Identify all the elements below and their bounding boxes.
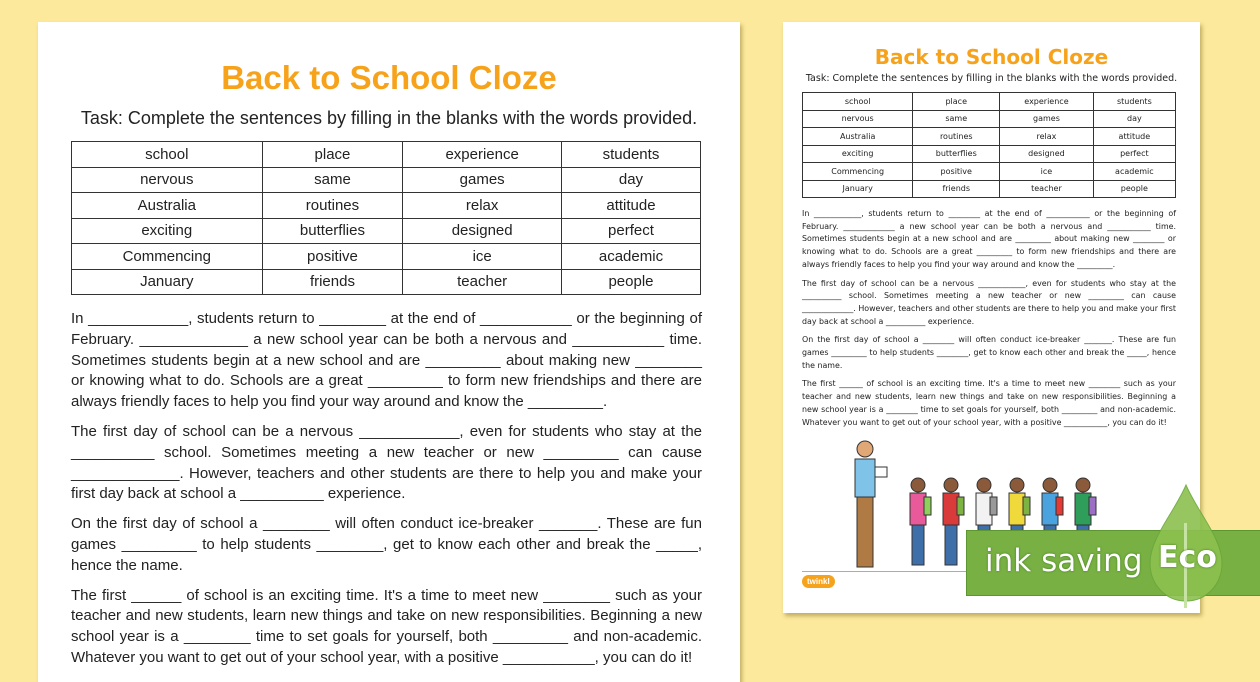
word-cell: Australia <box>803 128 913 146</box>
student-figure <box>910 478 931 565</box>
cloze-text <box>71 309 702 669</box>
table-row <box>803 163 1176 181</box>
word-cell: people <box>561 269 700 295</box>
word-cell: students <box>561 142 700 168</box>
word-cell: students <box>1093 93 1175 111</box>
word-cell: school <box>72 142 263 168</box>
word-cell: Australia <box>72 193 263 219</box>
word-cell: nervous <box>803 110 913 128</box>
table-row <box>72 167 701 193</box>
paragraph: The first ______ of school is an exciting time. It's a time to meet new ________ such as your teacher and new students, learn new things and take on new responsibilities. Beginning a new school year is a ________ time to set goals for yourself, both _________ and non-academic. Whatever you want to get out of your school year, with a positive ___________, you can do it! <box>802 379 1176 427</box>
table-row <box>803 128 1176 146</box>
word-cell: experience <box>1000 93 1094 111</box>
worksheet-title: Back to School Cloze <box>874 45 1109 69</box>
word-bank-table <box>71 141 701 295</box>
word-cell: relax <box>403 193 562 219</box>
ink-saving-label: ink saving <box>985 543 1143 579</box>
word-cell: ice <box>403 244 562 270</box>
word-cell: same <box>913 110 1000 128</box>
word-cell: academic <box>561 244 700 270</box>
word-cell: attitude <box>561 193 700 219</box>
paragraph: In ____________, students return to ________ at the end of ___________ or the beginning of February. _____________ a new school year can be both a nervous and ___________ time. Sometimes students begin at a new school and are _________ about making new ________ or knowing what to do. Schools are a great _________ to form new friendships and there are always friendly faces to help you find your way around and know the _________. <box>71 310 702 411</box>
word-cell: teacher <box>403 269 562 295</box>
student-figure <box>943 478 964 565</box>
word-cell: relax <box>1000 128 1094 146</box>
paragraph: The first day of school can be a nervous ____________, even for students who stay at the __________ school. Sometimes meeting a new teacher or new _________ can cause _____________. However, teachers and other students are there to help you and make your first day back at school a __________ experience. <box>802 278 1176 326</box>
table-row <box>72 218 701 244</box>
word-cell: games <box>1000 110 1094 128</box>
teacher-figure <box>855 441 887 567</box>
table-row <box>72 269 701 295</box>
word-cell: attitude <box>1093 128 1175 146</box>
word-cell: routines <box>262 193 403 219</box>
paragraph: The first day of school can be a nervous ____________, even for students who stay at the __________ school. Sometimes meeting a new teacher or new _________ can cause _____________. However, teachers and other students are there to help you and make your first day back at school a __________ experience. <box>71 422 702 503</box>
word-cell: designed <box>403 218 562 244</box>
word-cell: school <box>803 93 913 111</box>
word-cell: people <box>1093 180 1175 198</box>
word-cell: Commencing <box>803 163 913 181</box>
word-cell: January <box>803 180 913 198</box>
word-cell: January <box>72 269 263 295</box>
word-cell: positive <box>262 244 403 270</box>
paragraph: The first ______ of school is an exciting time. It's a time to meet new ________ such as your teacher and new students, learn new things and take on new responsibilities. Beginning a new school year is a ________ time to set goals for yourself, both _________ and non-academic. Whatever you want to get out of your school year, with a positive ___________, you can do it! <box>71 586 702 666</box>
word-cell: exciting <box>72 218 263 244</box>
table-row <box>803 93 1176 111</box>
word-cell: perfect <box>561 218 700 244</box>
paragraph: On the first day of school a ________ will often conduct ice-breaker _______. These are fun games _________ to help students ________, get to know each other and break the _____, hence the name. <box>802 335 1176 370</box>
table-row <box>72 244 701 270</box>
word-cell: perfect <box>1093 145 1175 163</box>
word-cell: experience <box>403 142 562 168</box>
word-cell: same <box>262 167 403 193</box>
word-cell: place <box>913 93 1000 111</box>
word-cell: teacher <box>1000 180 1094 198</box>
word-cell: designed <box>1000 145 1094 163</box>
task-instructions: Task: Complete the sentences by filling in the blanks with the words provided. <box>80 108 698 128</box>
word-cell: friends <box>913 180 1000 198</box>
paragraph: In ____________, students return to ________ at the end of ___________ or the beginning of February. _____________ a new school year can be both a nervous and ___________ time. Sometimes students begin at a new school and are _________ about making new ________ or knowing what to do. Schools are a great _________ to form new friendships and there are always friendly faces to help you find your way around and know the _________. <box>802 209 1176 269</box>
word-cell: Commencing <box>72 244 263 270</box>
word-cell: positive <box>913 163 1000 181</box>
cloze-text <box>802 208 1176 429</box>
worksheet-preview-large <box>38 22 740 682</box>
worksheet-title: Back to School Cloze <box>221 59 557 96</box>
worksheet-preview-small <box>783 22 1200 613</box>
table-row <box>803 110 1176 128</box>
word-cell: day <box>561 167 700 193</box>
word-cell: nervous <box>72 167 263 193</box>
task-instructions: Task: Complete the sentences by filling in the blanks with the words provided. <box>805 73 1178 84</box>
word-cell: friends <box>262 269 403 295</box>
word-cell: games <box>403 167 562 193</box>
table-row <box>803 180 1176 198</box>
word-bank-table <box>802 92 1176 198</box>
word-cell: routines <box>913 128 1000 146</box>
table-row <box>72 142 701 168</box>
eco-label: Eco <box>1158 540 1217 575</box>
word-cell: academic <box>1093 163 1175 181</box>
table-row <box>72 193 701 219</box>
word-cell: place <box>262 142 403 168</box>
table-row <box>803 145 1176 163</box>
word-cell: butterflies <box>262 218 403 244</box>
word-cell: ice <box>1000 163 1094 181</box>
twinkl-logo: twinkl <box>802 575 835 588</box>
footer-divider <box>802 571 982 572</box>
word-cell: day <box>1093 110 1175 128</box>
paragraph: On the first day of school a ________ will often conduct ice-breaker _______. These are fun games _________ to help students ________, get to know each other and break the _____, hence the name. <box>71 515 702 574</box>
word-cell: butterflies <box>913 145 1000 163</box>
word-cell: exciting <box>803 145 913 163</box>
